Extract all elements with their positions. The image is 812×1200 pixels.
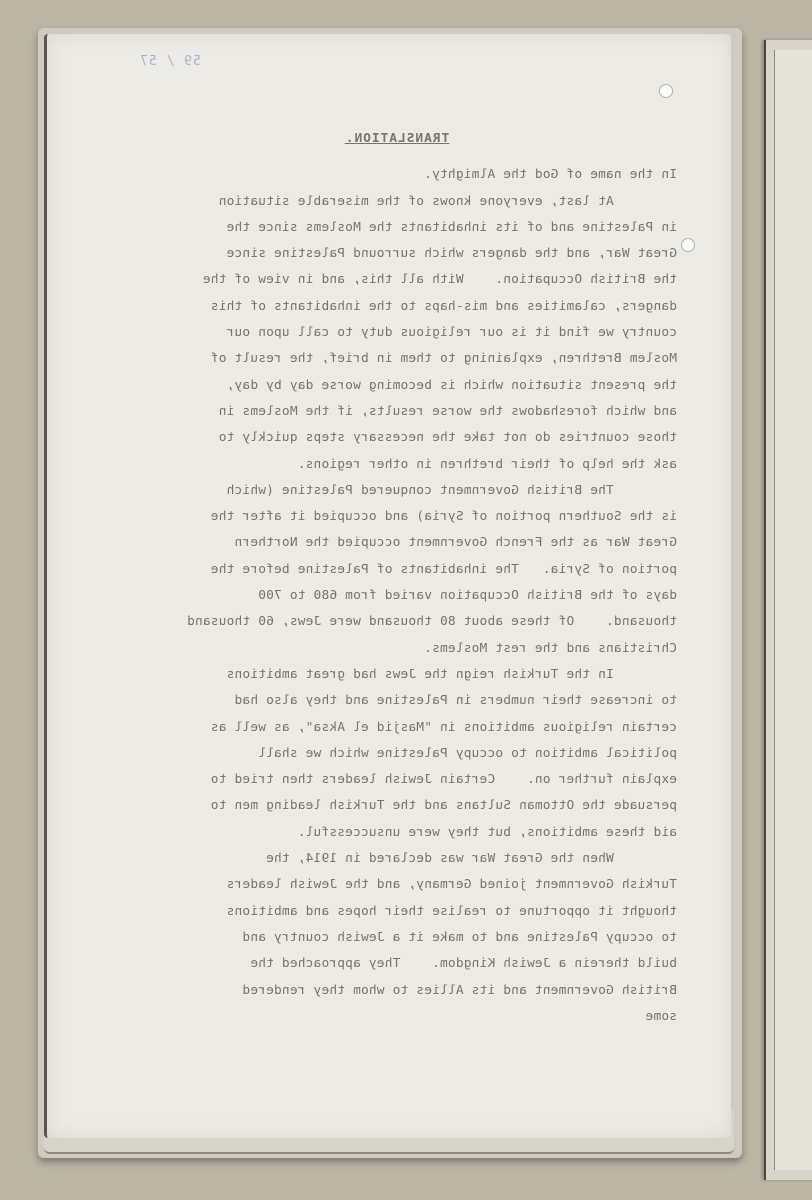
text-line: aid these ambitions, but they were unsuccessful. (297, 824, 677, 840)
text-line: When the Great War was declared in 1914, the (265, 851, 677, 867)
text-line: In the name of God the Almighty. (424, 167, 677, 183)
text-line: certain religious ambitions in "Masjid el Aksa", as well as (210, 719, 677, 735)
text-line: is the Southern portion of Syria) and occupied it after the (210, 509, 677, 525)
text-line: At last, everyone knows of the miserable situation (218, 193, 677, 209)
adjacent-page-edge (764, 40, 812, 1180)
text-line: Turkish Government joined Germany, and the Jewish leaders (226, 877, 677, 893)
text-line: to increase their numbers in Palestine and they also had (234, 693, 677, 709)
text-line: country we find it is our religious duty to call upon our (226, 325, 677, 341)
text-line: build therein a Jewish Kingdom. They approached the (250, 956, 677, 972)
document-title: TRANSLATION. (344, 131, 450, 146)
text-line: British Government and its Allies to whom they rendered (242, 982, 677, 998)
text-line: Great War, and the dangers which surround Palestine since (226, 246, 677, 262)
punch-hole-top (659, 84, 673, 98)
text-line: Great War as the French Government occupied the Northern (234, 535, 677, 551)
text-line: some (645, 1008, 677, 1024)
text-line: the present situation which is becoming worse day by day, (226, 377, 677, 393)
text-line: Christians and the rest Moslems. (424, 640, 677, 656)
text-line: thought it opportune to realise their hopes and ambitions (226, 903, 677, 919)
text-line: explain further on. Certain Jewish leaders then tried to (210, 772, 677, 788)
text-line: ask the help of their brethren in other regions. (297, 456, 677, 472)
text-line: to occupy Palestine and to make it a Jewish country and (242, 929, 677, 945)
typed-text-mirrored (117, 126, 677, 1030)
text-line: In the Turkish reign the Jews had great ambitions (226, 666, 677, 682)
folio-number: 59 / 57 (139, 54, 201, 69)
text-line: Moslem Brethren, explaining to them in brief, the result of (210, 351, 677, 367)
text-line: in Palestine and of its inhabitants the Moslems since the (226, 219, 677, 235)
punch-hole-bottom (681, 238, 695, 252)
text-line: days of the British Occupation varied from 680 to 700 (258, 588, 677, 604)
text-line: thousand. Of these about 80 thousand were Jews, 60 thousand (186, 614, 677, 630)
text-line: The British Government conquered Palestine (which (226, 482, 677, 498)
text-line: and which foreshadows the worse results, if the Moslems in (218, 403, 677, 419)
text-line: dangers, calamities and mis-haps to the inhabitants of this (210, 298, 677, 314)
text-line: the British Occupation. With all this, and in view of the (202, 272, 677, 288)
text-line: portion of Syria. The inhabitants of Palestine before the (210, 561, 677, 577)
document-page (44, 34, 731, 1138)
text-line: those countries do not take the necessary steps quickly to (218, 430, 677, 446)
text-line: political ambition to occupy Palestine which we shall (258, 745, 677, 761)
text-line: persuade the Ottoman Sultans and the Turkish leading men to (210, 798, 677, 814)
